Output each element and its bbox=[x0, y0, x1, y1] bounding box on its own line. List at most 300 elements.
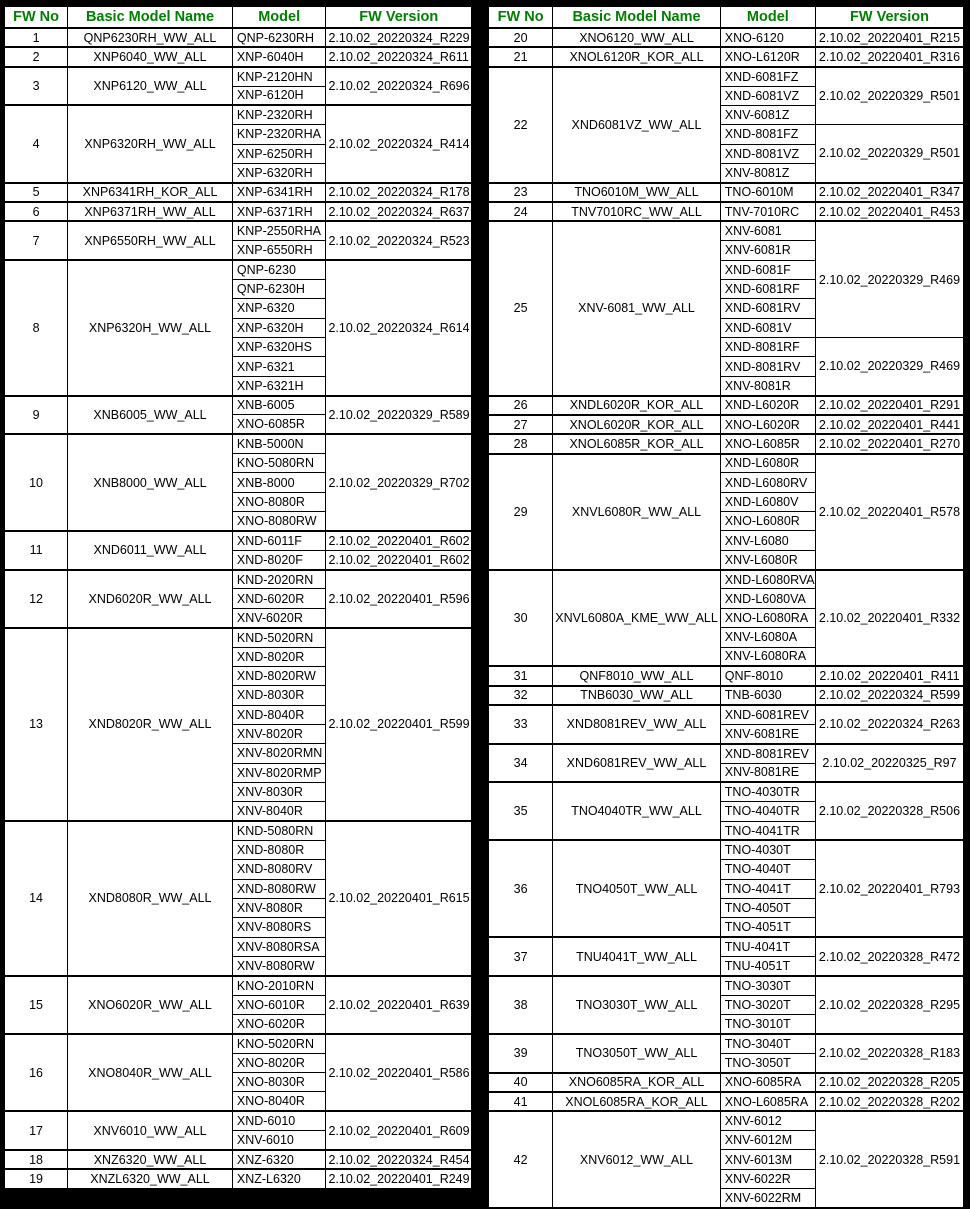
column-header-model: Model bbox=[232, 6, 326, 28]
table-row bbox=[488, 666, 964, 685]
model-cell: XNO-L6085RA bbox=[720, 1092, 815, 1111]
model-cell: XNO-8080RW bbox=[232, 512, 326, 531]
model-cell: XNO-L6120R bbox=[720, 47, 815, 66]
model-cell: XND-8020R bbox=[232, 647, 326, 666]
column-header-fw-version: FW Version bbox=[815, 6, 964, 28]
fw-version-cell: 2.10.02_20220401_R639 bbox=[326, 976, 472, 1034]
fw-no-cell: 21 bbox=[488, 47, 553, 66]
model-cell: XNV-8020R bbox=[232, 724, 326, 743]
fw-no-cell: 17 bbox=[4, 1111, 68, 1150]
model-cell: XNZ-L6320 bbox=[232, 1169, 326, 1188]
model-cell: XND-6081RF bbox=[720, 279, 815, 298]
model-cell: XND-L6080VA bbox=[720, 589, 815, 608]
model-cell: XND-6081RV bbox=[720, 299, 815, 318]
basic-model-name-cell: TNV7010RC_WW_ALL bbox=[553, 202, 721, 221]
fw-version-cell: 2.10.02_20220324_R523 bbox=[326, 221, 472, 260]
column-header-model: Model bbox=[720, 6, 815, 28]
model-cell: XNV-L6080RA bbox=[720, 647, 815, 666]
model-cell: QNP-6230 bbox=[232, 260, 326, 279]
model-cell: XNV-6081 bbox=[720, 221, 815, 240]
fw-version-cell: 2.10.02_20220328_R205 bbox=[815, 1073, 964, 1092]
model-cell: XNO-8080R bbox=[232, 492, 326, 511]
basic-model-name-cell: XND6011_WW_ALL bbox=[68, 531, 233, 570]
model-cell: KNO-2010RN bbox=[232, 976, 326, 995]
fw-version-cell: 2.10.02_20220324_R599 bbox=[815, 686, 964, 705]
basic-model-name-cell: XNP6320RH_WW_ALL bbox=[68, 105, 233, 182]
model-cell: XNO-L6085R bbox=[720, 434, 815, 453]
basic-model-name-cell: XNP6320H_WW_ALL bbox=[68, 260, 233, 395]
column-header-fw-no: FW No bbox=[488, 6, 553, 28]
fw-version-cell: 2.10.02_20220401_R316 bbox=[815, 47, 964, 66]
model-cell: XND-8030R bbox=[232, 686, 326, 705]
basic-model-name-cell: XND6020R_WW_ALL bbox=[68, 570, 233, 628]
fw-version-cell: 2.10.02_20220328_R506 bbox=[815, 782, 964, 840]
model-cell: XNV-L6080A bbox=[720, 628, 815, 647]
column-header-basic-model-name: Basic Model Name bbox=[553, 6, 721, 28]
table-row bbox=[488, 415, 964, 434]
model-cell: TNU-4041T bbox=[720, 937, 815, 956]
fw-version-cell: 2.10.02_20220401_R453 bbox=[815, 202, 964, 221]
fw-no-cell: 37 bbox=[488, 937, 553, 976]
table-row bbox=[4, 202, 472, 221]
basic-model-name-cell: XNOL6020R_KOR_ALL bbox=[553, 415, 721, 434]
fw-no-cell: 39 bbox=[488, 1034, 553, 1073]
fw-version-cell: 2.10.02_20220328_R202 bbox=[815, 1092, 964, 1111]
fw-version-cell: 2.10.02_20220328_R472 bbox=[815, 937, 964, 976]
basic-model-name-cell: XNDL6020R_KOR_ALL bbox=[553, 396, 721, 415]
model-cell: TNO-3040T bbox=[720, 1034, 815, 1053]
basic-model-name-cell: XNOL6120R_KOR_ALL bbox=[553, 47, 721, 66]
fw-version-cell: 2.10.02_20220401_R602 bbox=[326, 550, 472, 569]
fw-no-cell: 32 bbox=[488, 686, 553, 705]
model-cell: XND-L6080RVA bbox=[720, 570, 815, 589]
table-row bbox=[4, 28, 472, 47]
basic-model-name-cell: XNP6120_WW_ALL bbox=[68, 67, 233, 106]
model-cell: XNP-6250RH bbox=[232, 144, 326, 163]
model-cell: XNP-6120H bbox=[232, 86, 326, 105]
fw-no-cell: 28 bbox=[488, 434, 553, 453]
table-row bbox=[488, 47, 964, 66]
model-cell: XNO-6085RA bbox=[720, 1073, 815, 1092]
model-cell: XND-6081REV bbox=[720, 705, 815, 724]
basic-model-name-cell: TNU4041T_WW_ALL bbox=[553, 937, 721, 976]
basic-model-name-cell: XNV6010_WW_ALL bbox=[68, 1111, 233, 1150]
table-row bbox=[488, 28, 964, 47]
table-row bbox=[4, 396, 472, 415]
fw-version-cell: 2.10.02_20220401_R793 bbox=[815, 840, 964, 937]
table-row bbox=[4, 1111, 472, 1130]
fw-no-cell: 42 bbox=[488, 1111, 553, 1208]
table-row bbox=[488, 1092, 964, 1111]
model-cell: XNP-6320HS bbox=[232, 338, 326, 357]
model-cell: XNV-6010 bbox=[232, 1131, 326, 1150]
model-cell: XNP-6341RH bbox=[232, 183, 326, 202]
model-cell: XNV-8081Z bbox=[720, 163, 815, 182]
model-cell: XNV-6022RM bbox=[720, 1189, 815, 1208]
model-cell: XND-8081FZ bbox=[720, 125, 815, 144]
model-cell: KND-5020RN bbox=[232, 628, 326, 647]
fw-version-cell: 2.10.02_20220329_R702 bbox=[326, 434, 472, 531]
basic-model-name-cell: XND6081REV_WW_ALL bbox=[553, 744, 721, 783]
basic-model-name-cell: XNO8040R_WW_ALL bbox=[68, 1034, 233, 1111]
table-row bbox=[4, 183, 472, 202]
fw-version-cell: 2.10.02_20220329_R501 bbox=[815, 125, 964, 183]
model-cell: XND-L6080R bbox=[720, 454, 815, 473]
model-cell: XND-6020R bbox=[232, 589, 326, 608]
table-row bbox=[4, 1034, 472, 1053]
model-cell: XNV-8080R bbox=[232, 898, 326, 917]
model-cell: TNV-7010RC bbox=[720, 202, 815, 221]
fw-table-left bbox=[3, 5, 473, 1190]
model-cell: XND-L6020R bbox=[720, 396, 815, 415]
table-row bbox=[4, 105, 472, 124]
model-cell: XNP-6320H bbox=[232, 318, 326, 337]
model-cell: XNV-6020R bbox=[232, 608, 326, 627]
model-cell: XND-6081F bbox=[720, 260, 815, 279]
fw-no-cell: 33 bbox=[488, 705, 553, 744]
fw-no-cell: 34 bbox=[488, 744, 553, 783]
basic-model-name-cell: XNV-6081_WW_ALL bbox=[553, 221, 721, 395]
fw-no-cell: 15 bbox=[4, 976, 68, 1034]
basic-model-name-cell: XNO6020R_WW_ALL bbox=[68, 976, 233, 1034]
basic-model-name-cell: XND8081REV_WW_ALL bbox=[553, 705, 721, 744]
fw-no-cell: 20 bbox=[488, 28, 553, 47]
fw-no-cell: 41 bbox=[488, 1092, 553, 1111]
fw-version-cell: 2.10.02_20220401_R615 bbox=[326, 821, 472, 976]
basic-model-name-cell: XNP6341RH_KOR_ALL bbox=[68, 183, 233, 202]
basic-model-name-cell: XNB8000_WW_ALL bbox=[68, 434, 233, 531]
model-cell: KNP-2320RH bbox=[232, 105, 326, 124]
table-row bbox=[488, 1073, 964, 1092]
fw-no-cell: 8 bbox=[4, 260, 68, 395]
fw-version-cell: 2.10.02_20220324_R454 bbox=[326, 1150, 472, 1169]
table-row bbox=[4, 1169, 472, 1188]
fw-version-cell: 2.10.02_20220328_R591 bbox=[815, 1111, 964, 1208]
model-cell: TNO-4040TR bbox=[720, 802, 815, 821]
column-header-fw-no: FW No bbox=[4, 6, 68, 28]
basic-model-name-cell: XNO6120_WW_ALL bbox=[553, 28, 721, 47]
basic-model-name-cell: XND6081VZ_WW_ALL bbox=[553, 67, 721, 183]
table-row bbox=[488, 976, 964, 995]
model-cell: XNZ-6320 bbox=[232, 1150, 326, 1169]
model-cell: KNP-2120HN bbox=[232, 67, 326, 86]
table-row bbox=[4, 67, 472, 86]
column-header-fw-version: FW Version bbox=[326, 6, 472, 28]
basic-model-name-cell: XNV6012_WW_ALL bbox=[553, 1111, 721, 1208]
model-cell: XNO-8030R bbox=[232, 1073, 326, 1092]
fw-no-cell: 30 bbox=[488, 570, 553, 667]
fw-version-cell: 2.10.02_20220401_R596 bbox=[326, 570, 472, 628]
table-row bbox=[4, 821, 472, 840]
model-cell: TNO-4030T bbox=[720, 840, 815, 859]
model-cell: TNB-6030 bbox=[720, 686, 815, 705]
basic-model-name-cell: XND8080R_WW_ALL bbox=[68, 821, 233, 976]
model-cell: TNO-3030T bbox=[720, 976, 815, 995]
fw-version-cell: 2.10.02_20220401_R270 bbox=[815, 434, 964, 453]
basic-model-name-cell: XNOL6085R_KOR_ALL bbox=[553, 434, 721, 453]
fw-version-cell: 2.10.02_20220329_R469 bbox=[815, 221, 964, 337]
fw-version-cell: 2.10.02_20220324_R263 bbox=[815, 705, 964, 744]
column-header-basic-model-name: Basic Model Name bbox=[68, 6, 233, 28]
fw-version-cell: 2.10.02_20220329_R501 bbox=[815, 67, 964, 125]
fw-version-cell: 2.10.02_20220401_R411 bbox=[815, 666, 964, 685]
model-cell: XND-8080RV bbox=[232, 860, 326, 879]
basic-model-name-cell: TNO3030T_WW_ALL bbox=[553, 976, 721, 1034]
model-cell: TNO-3010T bbox=[720, 1015, 815, 1034]
model-cell: QNF-8010 bbox=[720, 666, 815, 685]
fw-version-cell: 2.10.02_20220401_R602 bbox=[326, 531, 472, 550]
basic-model-name-cell: TNO4040TR_WW_ALL bbox=[553, 782, 721, 840]
model-cell: XND-6081V bbox=[720, 318, 815, 337]
model-cell: KNP-2320RHA bbox=[232, 125, 326, 144]
basic-model-name-cell: XNVL6080A_KME_WW_ALL bbox=[553, 570, 721, 667]
table-row bbox=[488, 705, 964, 724]
basic-model-name-cell: QNF8010_WW_ALL bbox=[553, 666, 721, 685]
table-row bbox=[488, 840, 964, 859]
basic-model-name-cell: TNO3050T_WW_ALL bbox=[553, 1034, 721, 1073]
model-cell: XNO-6085R bbox=[232, 415, 326, 434]
table-row bbox=[488, 221, 964, 240]
fw-version-cell: 2.10.02_20220401_R586 bbox=[326, 1034, 472, 1111]
fw-no-cell: 29 bbox=[488, 454, 553, 570]
model-cell: XNP-6321H bbox=[232, 376, 326, 395]
model-cell: TNO-3050T bbox=[720, 1053, 815, 1072]
table-row bbox=[488, 434, 964, 453]
fw-version-cell: 2.10.02_20220401_R441 bbox=[815, 415, 964, 434]
model-cell: XND-6081VZ bbox=[720, 86, 815, 105]
model-cell: XND-8081VZ bbox=[720, 144, 815, 163]
model-cell: XND-6010 bbox=[232, 1111, 326, 1130]
basic-model-name-cell: XNP6371RH_WW_ALL bbox=[68, 202, 233, 221]
fw-table-right bbox=[487, 5, 965, 1209]
model-cell: XNV-8081RE bbox=[720, 763, 815, 782]
fw-no-cell: 25 bbox=[488, 221, 553, 395]
model-cell: XNV-8080RW bbox=[232, 957, 326, 976]
model-cell: XNV-8030R bbox=[232, 782, 326, 801]
table-row bbox=[488, 202, 964, 221]
model-cell: KND-2020RN bbox=[232, 570, 326, 589]
fw-no-cell: 18 bbox=[4, 1150, 68, 1169]
basic-model-name-cell: QNP6230RH_WW_ALL bbox=[68, 28, 233, 47]
model-cell: XNV-8040R bbox=[232, 802, 326, 821]
fw-no-cell: 27 bbox=[488, 415, 553, 434]
fw-no-cell: 36 bbox=[488, 840, 553, 937]
model-cell: XNV-6013M bbox=[720, 1150, 815, 1169]
model-cell: TNO-4030TR bbox=[720, 782, 815, 801]
fw-no-cell: 10 bbox=[4, 434, 68, 531]
model-cell: XNV-6081R bbox=[720, 241, 815, 260]
basic-model-name-cell: TNO4050T_WW_ALL bbox=[553, 840, 721, 937]
table-row bbox=[488, 67, 964, 86]
table-row bbox=[488, 454, 964, 473]
model-cell: XNV-6022R bbox=[720, 1169, 815, 1188]
model-cell: XNP-6321 bbox=[232, 357, 326, 376]
model-cell: XND-8081REV bbox=[720, 744, 815, 763]
model-cell: TNO-4050T bbox=[720, 898, 815, 917]
fw-version-cell: 2.10.02_20220324_R178 bbox=[326, 183, 472, 202]
header-row bbox=[4, 6, 472, 28]
fw-no-cell: 12 bbox=[4, 570, 68, 628]
model-cell: XNP-6320 bbox=[232, 299, 326, 318]
table-row bbox=[488, 782, 964, 801]
table-row bbox=[4, 976, 472, 995]
fw-version-cell: 2.10.02_20220401_R215 bbox=[815, 28, 964, 47]
basic-model-name-cell: XNZ6320_WW_ALL bbox=[68, 1150, 233, 1169]
table-row bbox=[488, 396, 964, 415]
model-cell: XND-8040R bbox=[232, 705, 326, 724]
table-row bbox=[488, 686, 964, 705]
fw-no-cell: 24 bbox=[488, 202, 553, 221]
fw-version-cell: 2.10.02_20220324_R229 bbox=[326, 28, 472, 47]
fw-no-cell: 7 bbox=[4, 221, 68, 260]
fw-no-cell: 19 bbox=[4, 1169, 68, 1188]
table-row bbox=[488, 1034, 964, 1053]
model-cell: XND-6081FZ bbox=[720, 67, 815, 86]
fw-no-cell: 6 bbox=[4, 202, 68, 221]
basic-model-name-cell: XNVL6080R_WW_ALL bbox=[553, 454, 721, 570]
model-cell: XNO-L6080RA bbox=[720, 608, 815, 627]
fw-no-cell: 5 bbox=[4, 183, 68, 202]
table-row bbox=[4, 570, 472, 589]
fw-version-cell: 2.10.02_20220324_R414 bbox=[326, 105, 472, 182]
fw-version-cell: 2.10.02_20220401_R599 bbox=[326, 628, 472, 821]
model-cell: XND-8080R bbox=[232, 840, 326, 859]
fw-no-cell: 11 bbox=[4, 531, 68, 570]
basic-model-name-cell: TNO6010M_WW_ALL bbox=[553, 183, 721, 202]
model-cell: XNO-8040R bbox=[232, 1092, 326, 1111]
model-cell: TNO-3020T bbox=[720, 995, 815, 1014]
model-cell: KNP-2550RHA bbox=[232, 221, 326, 240]
fw-no-cell: 9 bbox=[4, 396, 68, 435]
model-cell: XND-L6080V bbox=[720, 492, 815, 511]
model-cell: XNO-8020R bbox=[232, 1053, 326, 1072]
fw-version-cell: 2.10.02_20220324_R614 bbox=[326, 260, 472, 395]
model-cell: XNV-8020RMP bbox=[232, 763, 326, 782]
fw-version-cell: 2.10.02_20220401_R609 bbox=[326, 1111, 472, 1150]
model-cell: XNV-6081RE bbox=[720, 724, 815, 743]
fw-version-cell: 2.10.02_20220329_R589 bbox=[326, 396, 472, 435]
table-row bbox=[4, 221, 472, 240]
model-cell: KNO-5020RN bbox=[232, 1034, 326, 1053]
fw-no-cell: 16 bbox=[4, 1034, 68, 1111]
model-cell: TNO-6010M bbox=[720, 183, 815, 202]
fw-no-cell: 4 bbox=[4, 105, 68, 182]
model-cell: XNP-6320RH bbox=[232, 163, 326, 182]
model-cell: XNO-L6080R bbox=[720, 512, 815, 531]
model-cell: XNV-6012 bbox=[720, 1111, 815, 1130]
model-cell: XNV-8020RMN bbox=[232, 744, 326, 763]
model-cell: XND-L6080RV bbox=[720, 473, 815, 492]
model-cell: XNV-8080RS bbox=[232, 918, 326, 937]
model-cell: XNO-6020R bbox=[232, 1015, 326, 1034]
table-row bbox=[488, 1111, 964, 1130]
model-cell: XNV-L6080 bbox=[720, 531, 815, 550]
basic-model-name-cell: XNOL6085RA_KOR_ALL bbox=[553, 1092, 721, 1111]
fw-no-cell: 1 bbox=[4, 28, 68, 47]
model-cell: QNP-6230RH bbox=[232, 28, 326, 47]
fw-no-cell: 22 bbox=[488, 67, 553, 183]
fw-version-cell: 2.10.02_20220401_R332 bbox=[815, 570, 964, 667]
fw-version-cell: 2.10.02_20220324_R696 bbox=[326, 67, 472, 106]
fw-version-cell: 2.10.02_20220324_R611 bbox=[326, 47, 472, 66]
fw-version-cell: 2.10.02_20220401_R578 bbox=[815, 454, 964, 570]
fw-version-cell: 2.10.02_20220401_R347 bbox=[815, 183, 964, 202]
table-row bbox=[4, 260, 472, 279]
fw-no-cell: 2 bbox=[4, 47, 68, 66]
model-cell: XND-8020F bbox=[232, 550, 326, 569]
table-row bbox=[4, 1150, 472, 1169]
model-cell: XNP-6371RH bbox=[232, 202, 326, 221]
fw-version-cell: 2.10.02_20220328_R295 bbox=[815, 976, 964, 1034]
model-cell: TNO-4051T bbox=[720, 918, 815, 937]
fw-no-cell: 13 bbox=[4, 628, 68, 821]
model-cell: XNV-8081R bbox=[720, 376, 815, 395]
model-cell: XNP-6550RH bbox=[232, 241, 326, 260]
table-row bbox=[488, 570, 964, 589]
table-row bbox=[4, 434, 472, 453]
fw-version-cell: 2.10.02_20220325_R97 bbox=[815, 744, 964, 783]
model-cell: TNO-4041TR bbox=[720, 821, 815, 840]
fw-version-cell: 2.10.02_20220401_R249 bbox=[326, 1169, 472, 1188]
fw-no-cell: 23 bbox=[488, 183, 553, 202]
fw-no-cell: 3 bbox=[4, 67, 68, 106]
model-cell: XNV-6081Z bbox=[720, 105, 815, 124]
fw-no-cell: 31 bbox=[488, 666, 553, 685]
model-cell: XNO-L6020R bbox=[720, 415, 815, 434]
model-cell: XNV-6012M bbox=[720, 1131, 815, 1150]
fw-version-cell: 2.10.02_20220329_R469 bbox=[815, 338, 964, 396]
model-cell: XND-6011F bbox=[232, 531, 326, 550]
fw-no-cell: 35 bbox=[488, 782, 553, 840]
model-cell: XND-8081RF bbox=[720, 338, 815, 357]
model-cell: KNO-5080RN bbox=[232, 454, 326, 473]
basic-model-name-cell: XNO6085RA_KOR_ALL bbox=[553, 1073, 721, 1092]
table-row bbox=[4, 531, 472, 550]
fw-version-cell: 2.10.02_20220401_R291 bbox=[815, 396, 964, 415]
model-cell: TNO-4040T bbox=[720, 860, 815, 879]
model-cell: XNV-8080RSA bbox=[232, 937, 326, 956]
basic-model-name-cell: XNP6550RH_WW_ALL bbox=[68, 221, 233, 260]
model-cell: XND-8081RV bbox=[720, 357, 815, 376]
fw-no-cell: 38 bbox=[488, 976, 553, 1034]
model-cell: KNB-5000N bbox=[232, 434, 326, 453]
basic-model-name-cell: XND8020R_WW_ALL bbox=[68, 628, 233, 821]
table-row bbox=[4, 628, 472, 647]
model-cell: XNP-6040H bbox=[232, 47, 326, 66]
basic-model-name-cell: XNP6040_WW_ALL bbox=[68, 47, 233, 66]
model-cell: XNB-6005 bbox=[232, 396, 326, 415]
fw-no-cell: 14 bbox=[4, 821, 68, 976]
basic-model-name-cell: XNB6005_WW_ALL bbox=[68, 396, 233, 435]
table-row bbox=[488, 744, 964, 763]
table-row bbox=[488, 183, 964, 202]
fw-no-cell: 40 bbox=[488, 1073, 553, 1092]
model-cell: XNV-L6080R bbox=[720, 550, 815, 569]
header-row bbox=[488, 6, 964, 28]
model-cell: TNU-4051T bbox=[720, 957, 815, 976]
model-cell: XND-8080RW bbox=[232, 879, 326, 898]
table-row bbox=[4, 47, 472, 66]
model-cell: KND-5080RN bbox=[232, 821, 326, 840]
fw-version-cell: 2.10.02_20220328_R183 bbox=[815, 1034, 964, 1073]
model-cell: XNO-6010R bbox=[232, 995, 326, 1014]
model-cell: XNB-8000 bbox=[232, 473, 326, 492]
model-cell: TNO-4041T bbox=[720, 879, 815, 898]
fw-version-cell: 2.10.02_20220324_R637 bbox=[326, 202, 472, 221]
basic-model-name-cell: TNB6030_WW_ALL bbox=[553, 686, 721, 705]
fw-no-cell: 26 bbox=[488, 396, 553, 415]
table-row bbox=[488, 937, 964, 956]
